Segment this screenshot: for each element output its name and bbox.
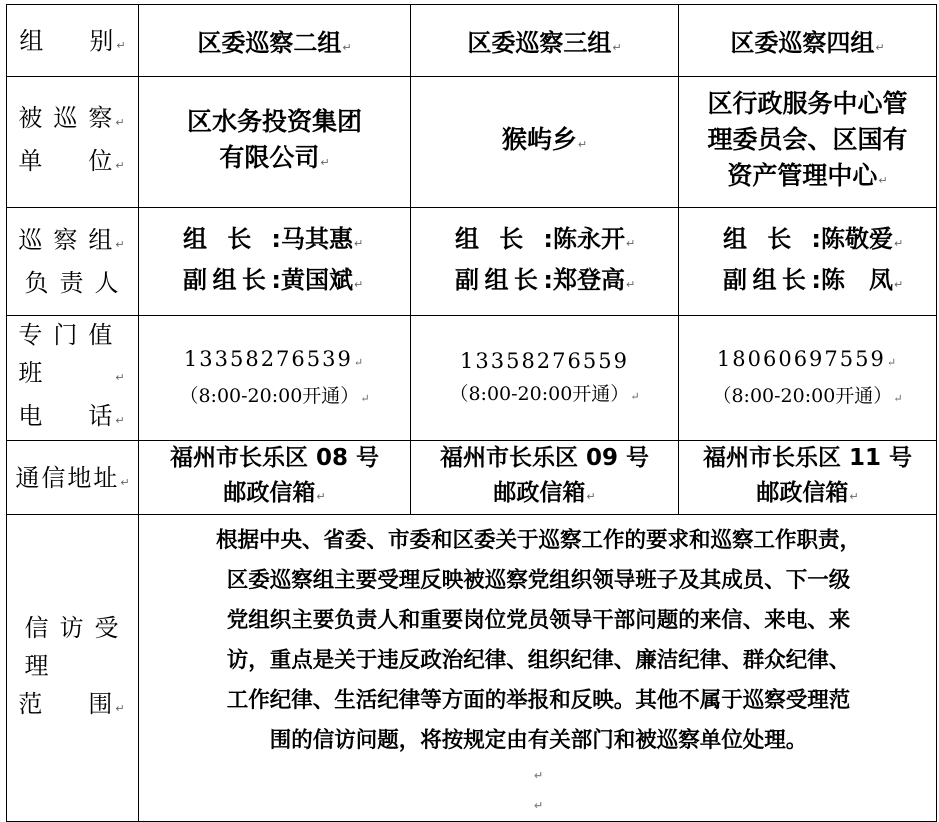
leaders-label-line2: 负责人 (24, 269, 121, 297)
leader-cell: 组长:陈敬爱↵ 副组长:陈 凤↵ (679, 208, 937, 316)
leader-cell: 组长:陈永开↵ 副组长:郑登高↵ (411, 208, 679, 316)
deputy-name: 陈 凤 (821, 265, 893, 294)
row-label-leaders: 巡察组↵ 负责人 (7, 208, 139, 316)
scope-label-line1: 信访受理 (24, 613, 121, 680)
group-header-cell: 区委巡察四组↵ (679, 5, 937, 77)
scope-line: 党组织主要负责人和重要岗位党员领导干部问题的来信、来电、来 (226, 608, 851, 633)
unit-line: 猴屿乡 (501, 124, 577, 154)
deputy-key: 副组长: (183, 265, 281, 294)
row-label-phones: 专门值班 ↵ 电话↵ (7, 316, 139, 441)
phone-number: 18060697559 (716, 346, 886, 371)
address-cell: 福州市长乐区 09 号 邮政信箱↵ (411, 441, 679, 515)
row-label-address: 通信地址↵ (7, 441, 139, 515)
leader-name: 马其惠 (281, 224, 353, 253)
row-label-units: 被巡察↵ 单位↵ (7, 77, 139, 208)
leader-name: 陈敬爱 (821, 224, 893, 253)
unit-line: 区水务投资集团 (186, 106, 362, 136)
address-line: 福州市长乐区 09 号 (439, 445, 650, 471)
address-cell: 福州市长乐区 08 号 邮政信箱↵ (139, 441, 411, 515)
leader-name: 陈永开 (553, 224, 625, 253)
address-row (7, 441, 937, 515)
address-label: 通信地址 (15, 463, 120, 492)
units-label-line1: 被巡察 (18, 104, 115, 132)
address-cell: 福州市长乐区 11 号 邮政信箱↵ (679, 441, 937, 515)
scope-text-cell (139, 515, 937, 822)
group-header-cell: 区委巡察二组↵ (139, 5, 411, 77)
group-name: 区委巡察三组 (467, 29, 612, 57)
row-label-scope: 信访受理 范围↵ (7, 515, 139, 822)
phones-label-line2: 电话 (18, 402, 115, 430)
phones-row (7, 316, 937, 441)
phone-cell: 18060697559↵ （8:00-20:00开通）↵ (679, 316, 937, 441)
phone-cell: 13358276539↵ （8:00-20:00开通）↵ (139, 316, 411, 441)
group-header-cell: 区委巡察三组↵ (411, 5, 679, 77)
group-name: 区委巡察二组 (197, 29, 342, 57)
scope-label-line2: 范围 (18, 689, 115, 718)
phone-cell: 13358276559 （8:00-20:00开通）↵ (411, 316, 679, 441)
group-name: 区委巡察四组 (730, 29, 875, 57)
empty-paragraph: ↵ (533, 799, 544, 812)
address-line: 邮政信箱 (223, 480, 316, 506)
unit-line: 区行政服务中心管 (707, 88, 908, 118)
scope-line: 访，重点是关于违反政治纪律、组织纪律、廉洁纪律、群众纪律、 (226, 648, 851, 673)
address-line: 邮政信箱 (493, 480, 586, 506)
unit-line: 理委员会、区国有 (707, 124, 908, 154)
scope-line: 工作纪律、生活纪律等方面的举报和反映。其他不属于巡察受理范 (226, 688, 851, 713)
phone-hours: （8:00-20:00开通） (712, 384, 893, 407)
deputy-name: 郑登高 (553, 265, 625, 294)
address-line: 福州市长乐区 08 号 (169, 445, 380, 471)
scope-line: 根据中央、省委、市委和区委关于巡察工作的要求和巡察工作职责， (215, 528, 861, 553)
phone-number: 13358276539 (183, 346, 353, 371)
row-label-group: 组别↵ (7, 5, 139, 77)
phone-hours: （8:00-20:00开通） (179, 384, 360, 407)
phones-label-line1: 专门值班 (18, 321, 115, 387)
deputy-key: 副组长: (455, 265, 553, 294)
deputy-key: 副组长: (723, 265, 821, 294)
deputy-name: 黄国斌 (281, 265, 353, 294)
leader-cell: 组长:马其惠↵ 副组长:黄国斌↵ (139, 208, 411, 316)
phone-hours: （8:00-20:00开通） (449, 382, 630, 405)
leaders-row (7, 208, 937, 316)
scope-row (7, 515, 937, 822)
address-line: 福州市长乐区 11 号 (702, 445, 913, 471)
phone-number: 13358276559 (460, 348, 629, 373)
unit-cell: 区行政服务中心管 理委员会、区国有 资产管理中心↵ (679, 77, 937, 208)
leader-key: 组长: (723, 224, 821, 253)
scope-line: 围的信访问题，将按规定由有关部门和被巡察单位处理。 (269, 728, 808, 753)
scope-line: 区委巡察组主要受理反映被巡察党组织领导班子及其成员、下一级 (226, 568, 851, 593)
group-label: 组别 (19, 26, 116, 55)
inspection-info-table (6, 4, 937, 822)
unit-line: 资产管理中心 (727, 160, 878, 190)
leader-key: 组长: (455, 224, 553, 253)
leader-key: 组长: (183, 224, 281, 253)
empty-paragraph: ↵ (533, 769, 544, 782)
units-label-line2: 单位 (18, 147, 115, 175)
unit-cell: 猴屿乡↵ (411, 77, 679, 208)
unit-cell: 区水务投资集团 有限公司↵ (139, 77, 411, 208)
header-row (7, 5, 937, 77)
unit-line: 有限公司 (219, 142, 320, 172)
address-line: 邮政信箱 (756, 480, 849, 506)
units-row (7, 77, 937, 208)
leaders-label-line1: 巡察组 (18, 226, 115, 254)
